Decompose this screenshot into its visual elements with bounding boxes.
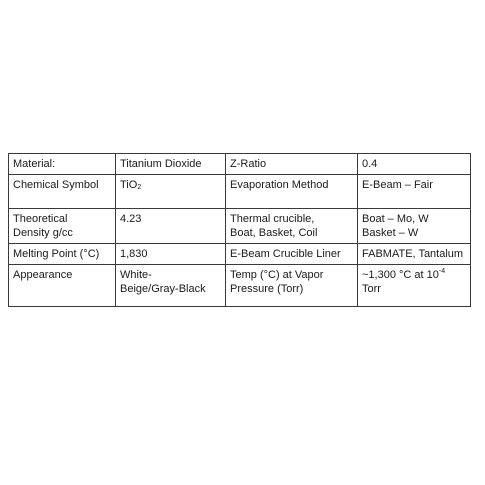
appearance-label: Appearance [9, 265, 116, 307]
vapor-pressure-value [358, 265, 471, 307]
crucible-liner-label: E-Beam Crucible Liner [226, 244, 358, 265]
vapor-pressure-label [226, 265, 358, 307]
table-row [9, 265, 471, 307]
crucible-liner-value: FABMATE, Tantalum [358, 244, 471, 265]
material-label: Material: [9, 154, 116, 175]
appearance-value-line1: White- [120, 269, 152, 281]
chemical-symbol-value [116, 175, 226, 209]
appearance-value [116, 265, 226, 307]
formula-base: TiO [120, 179, 138, 191]
evaporation-method-label: Evaporation Method [226, 175, 358, 209]
melting-point-label: Melting Point (°C) [9, 244, 116, 265]
material-value: Titanium Dioxide [116, 154, 226, 175]
thermal-source-label-line1: Thermal crucible, [230, 213, 315, 225]
vapor-pressure-value-base: ~1,300 °C at 10 [362, 269, 439, 281]
density-label [9, 209, 116, 244]
density-label-line2: Density g/cc [13, 227, 73, 239]
vapor-pressure-unit: Torr [362, 283, 381, 295]
thermal-source-value-line1: Boat – Mo, W [362, 213, 429, 225]
table-row [9, 209, 471, 244]
chemical-symbol-label: Chemical Symbol [9, 175, 116, 209]
vapor-pressure-exponent: -4 [438, 268, 446, 275]
thermal-source-label [226, 209, 358, 244]
z-ratio-label: Z-Ratio [226, 154, 358, 175]
thermal-source-value [358, 209, 471, 244]
table-row [9, 244, 471, 265]
thermal-source-label-line2: Boat, Basket, Coil [230, 227, 318, 239]
z-ratio-value: 0.4 [358, 154, 471, 175]
formula-subscript: 2 [137, 184, 142, 191]
vapor-pressure-label-line2: Pressure (Torr) [230, 283, 304, 295]
density-label-line1: Theoretical [13, 213, 68, 225]
melting-point-value: 1,830 [116, 244, 226, 265]
table-row [9, 154, 471, 175]
thermal-source-value-line2: Basket – W [362, 227, 419, 239]
vapor-pressure-label-line1: Temp (°C) at Vapor [230, 269, 324, 281]
table-row [9, 175, 471, 209]
density-value: 4.23 [116, 209, 226, 244]
appearance-value-line2: Beige/Gray-Black [120, 283, 206, 295]
evaporation-method-value: E-Beam – Fair [358, 175, 471, 209]
material-properties-table [8, 153, 471, 307]
